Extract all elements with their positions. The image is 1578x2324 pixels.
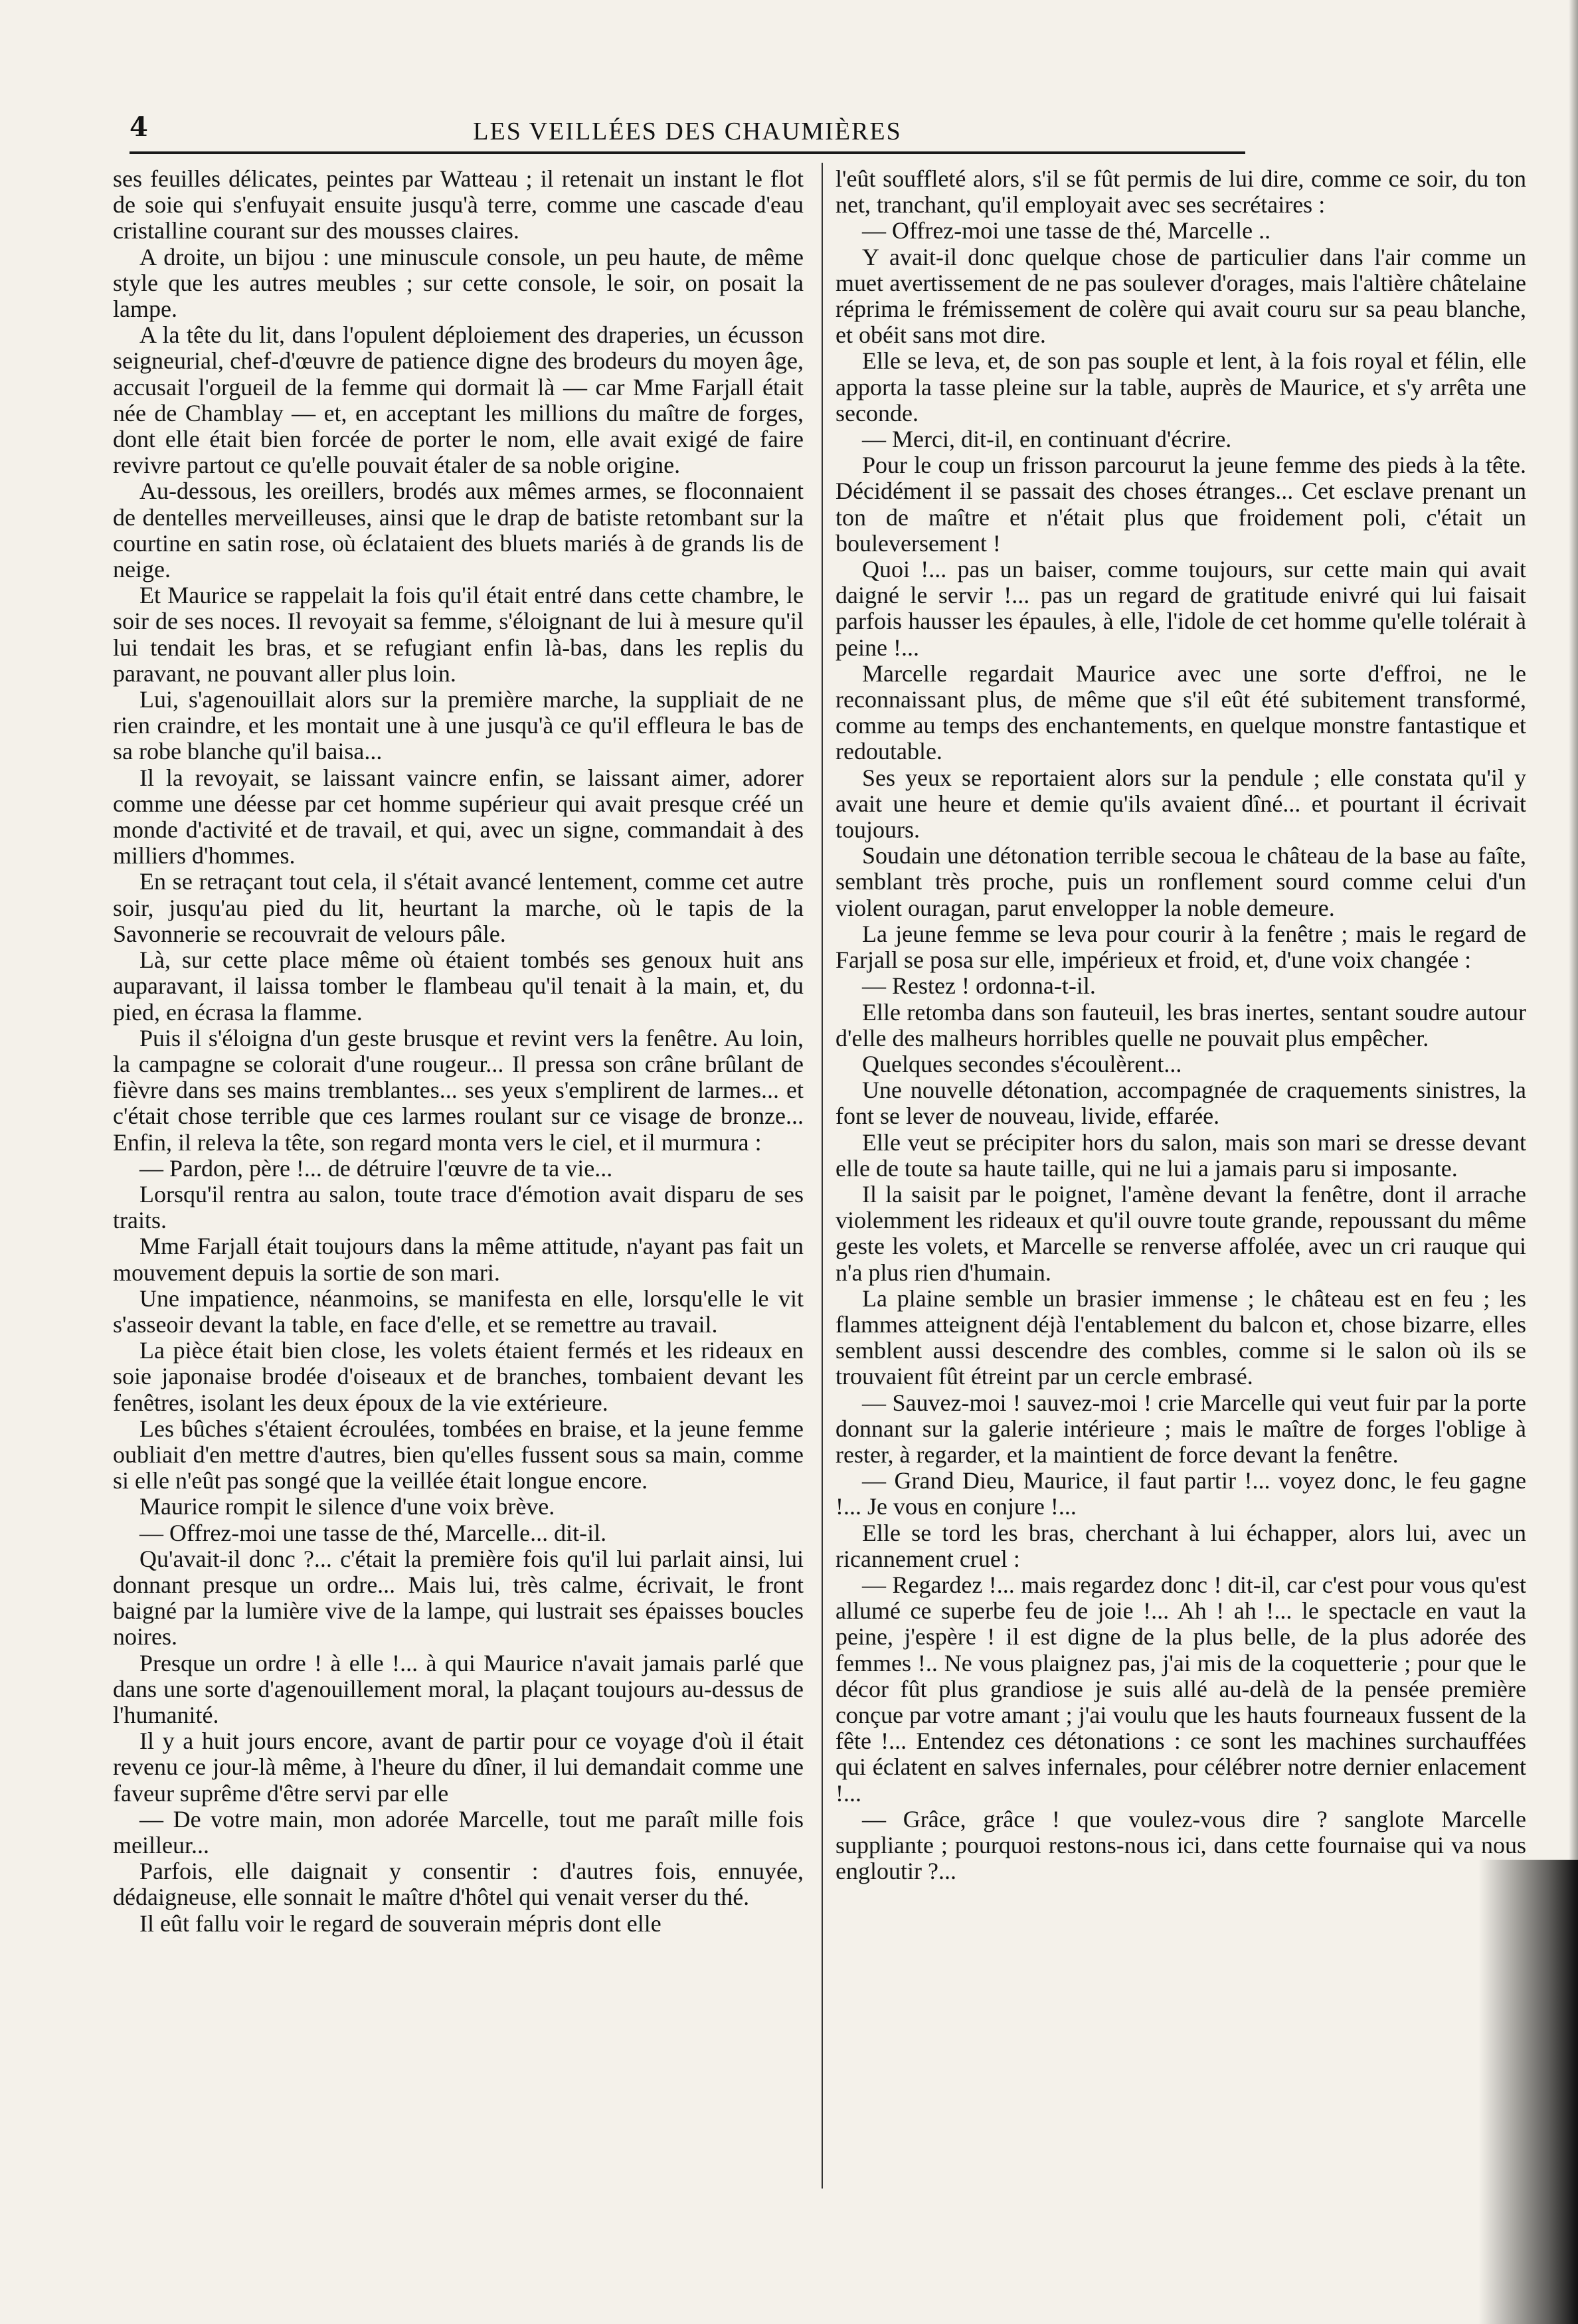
paragraph: — Sauvez-moi ! sauvez-moi ! crie Marcelle qui veut fuir par la porte donnant sur la galerie intérieure ; mais le maître de forges l'oblige à rester, à regarder, et la maintient de force devant la fenêtre. bbox=[835, 1389, 1526, 1468]
column-divider bbox=[822, 163, 823, 2189]
paragraph: — Offrez-moi une tasse de thé, Marcelle... dit-il. bbox=[139, 1519, 607, 1546]
paragraph: Pour le coup un frisson parcourut la jeune femme des pieds à la tête. Décidément il se passait des choses étranges... Cet esclave prenant un ton de maître et n'était plus que froidement poli, c'était un bouleversement ! bbox=[835, 452, 1526, 557]
paragraph: Et Maurice se rappelait la fois qu'il était entré dans cette chambre, le soir de ses noces. Il revoyait sa femme, s'éloignant de lui à mesure qu'il lui tendait les bras, et se refugiant enfin là-bas, dans les replis du paravant, ne pouvant aller plus loin. bbox=[113, 582, 804, 687]
left-column bbox=[113, 166, 804, 1937]
paragraph: Il la revoyait, se laissant vaincre enfin, se laissant aimer, adorer comme une déesse par cet homme supérieur qui avait presque créé un monde d'activité et de travail, et qui, avec un signe, commandait à des milliers d'hommes. bbox=[113, 764, 804, 869]
paragraph: Quoi !... pas un baiser, comme toujours, sur cette main qui avait daigné le servir !... pas un regard de gratitude enivré qui lui faisait parfois hausser les épaules, à elle, l'idole de cet homme qu'elle tolérait à peine !... bbox=[835, 556, 1526, 661]
paragraph: Elle se tord les bras, cherchant à lui échapper, alors lui, avec un ricannement cruel : bbox=[835, 1519, 1526, 1572]
right-column bbox=[835, 166, 1526, 1884]
paragraph: — Restez ! ordonna-t-il. bbox=[862, 972, 1096, 1000]
paragraph: — De votre main, mon adorée Marcelle, tout me paraît mille fois meilleur... bbox=[113, 1805, 804, 1858]
paragraph: Les bûches s'étaient écroulées, tombées en braise, et la jeune femme oubliait d'en mettre d'autres, bien qu'elles fussent sous sa main, comme si elle n'eût pas songé que la veillée était longue encore. bbox=[113, 1415, 804, 1494]
paragraph: Mme Farjall était toujours dans la même attitude, n'ayant pas fait un mouvement depuis la sortie de son mari. bbox=[113, 1233, 804, 1286]
paragraph: Une nouvelle détonation, accompagnée de craquements sinistres, la font se lever de nouveau, livide, effarée. bbox=[835, 1077, 1526, 1130]
paragraph: — Offrez-moi une tasse de thé, Marcelle .. bbox=[862, 217, 1271, 244]
page-number: 4 bbox=[130, 112, 148, 143]
paragraph: Au-dessous, les oreillers, brodés aux mêmes armes, se floconnaient de dentelles merveilleuses, ainsi que le drap de batiste retombant sur la courtine en satin rose, où éclataient des bluets mariés à de grands lis de neige. bbox=[113, 478, 804, 583]
paragraph: Parfois, elle daignait y consentir : d'autres fois, ennuyée, dédaigneuse, elle sonnait le maître d'hôtel qui venait verser du thé. bbox=[113, 1858, 804, 1911]
paragraph: Puis il s'éloigna d'un geste brusque et revint vers la fenêtre. Au loin, la campagne se colorait d'une rougeur... Il pressa son crâne brûlant de fièvre dans ses mains tremblantes... ses yeux s'emplirent de larmes... et c'était chose terrible que ces larmes roulant sur ce visage de bronze... Enfin, il releva la tête, son regard monta vers le ciel, et il murmura : bbox=[113, 1024, 804, 1156]
paragraph: Il eût fallu voir le regard de souverain mépris dont elle bbox=[139, 1910, 661, 1937]
paragraph: Qu'avait-il donc ?... c'était la première fois qu'il lui parlait ainsi, lui donnant presque un ordre... Mais lui, très calme, écrivait, le front baigné par la lumière vive de la lampe, qui lustrait ses épaisses boucles noires. bbox=[113, 1545, 804, 1651]
paragraph: Lui, s'agenouillait alors sur la première marche, la suppliait de ne rien craindre, et les montait une à une jusqu'à ce qu'il effleura le bas de sa robe blanche qu'il baisa... bbox=[113, 686, 804, 765]
page-corner-shadow bbox=[1478, 1860, 1578, 2324]
paragraph: La jeune femme se leva pour courir à la fenêtre ; mais le regard de Farjall se posa sur elle, impérieux et froid, et, d'une voix changée : bbox=[835, 920, 1526, 974]
paragraph: — Pardon, père !... de détruire l'œuvre de ta vie... bbox=[139, 1154, 613, 1182]
paragraph: Une impatience, néanmoins, se manifesta en elle, lorsqu'elle le vit s'asseoir devant la table, en face d'elle, et se remettre au travail. bbox=[113, 1285, 804, 1338]
paragraph: Marcelle regardait Maurice avec une sorte d'effroi, ne le reconnaissant plus, de même que s'il eût été subitement transformé, comme au temps des enchantements, en quelque monstre fantastique et redoutable. bbox=[835, 660, 1526, 765]
paragraph: La plaine semble un brasier immense ; le château est en feu ; les flammes atteignent déjà l'entablement du balcon et, chose bizarre, elles semblent aussi descendre des combles, comme si le salon où ils se trouvaient fût étreint par un cercle embrasé. bbox=[835, 1285, 1526, 1390]
header-rule bbox=[130, 151, 1245, 154]
paragraph: A la tête du lit, dans l'opulent déploiement des draperies, un écusson seigneurial, chef-d'œuvre de patience digne des brodeurs du moyen âge, accusait l'orgueil de la femme qui dormait là — car Mme Farjall était née de Chamblay — et, en acceptant les millions du maître de forges, dont elle était bien forcée de porter le nom, elle avait exigé de faire revivre partout ce qu'elle pouvait étaler de sa noble origine. bbox=[113, 321, 804, 479]
paragraph: Y avait-il donc quelque chose de particulier dans l'air comme un muet avertissement de ne pas soulever d'orages, mais l'altière châtelaine réprima le frémissement de colère qui avait couru sur sa peau blanche, et obéit sans mot dire. bbox=[835, 243, 1526, 349]
paragraph: La pièce était bien close, les volets étaient fermés et les rideaux en soie japonaise brodée d'oiseaux et de branches, tombaient devant les fenêtres, isolant les deux époux de la vie extérieure. bbox=[113, 1337, 804, 1416]
paragraph: Il y a huit jours encore, avant de partir pour ce voyage d'où il était revenu ce jour-là même, à l'heure du dîner, il lui demandait comme une faveur suprême d'être servi par elle bbox=[113, 1728, 804, 1807]
running-head bbox=[130, 112, 1245, 151]
paragraph: Il la saisit par le poignet, l'amène devant la fenêtre, dont il arrache violemment les rideaux et qu'il ouvre toute grande, repoussant du même geste les volets, et Marcelle se renverse affolée, avec un cri rauque qui n'a plus rien d'humain. bbox=[835, 1180, 1526, 1286]
paragraph: Maurice rompit le silence d'une voix brève. bbox=[139, 1493, 555, 1520]
paragraph: En se retraçant tout cela, il s'était avancé lentement, comme cet autre soir, jusqu'au pied du lit, heurtant la marche, où le tapis de la Savonnerie se recouvrait de velours pâle. bbox=[113, 868, 804, 947]
paragraph: Elle veut se précipiter hors du salon, mais son mari se dresse devant elle de toute sa haute taille, qui ne lui a jamais paru si imposante. bbox=[835, 1128, 1526, 1182]
paragraph: Soudain une détonation terrible secoua le château de la base au faîte, semblant très proche, puis un ronflement sourd comme celui d'un violent ouragan, parut envelopper la noble demeure. bbox=[835, 842, 1526, 921]
paragraph: Lorsqu'il rentra au salon, toute trace d'émotion avait disparu de ses traits. bbox=[113, 1180, 804, 1234]
paragraph: l'eût souffleté alors, s'il se fût permis de lui dire, comme ce soir, du ton net, tranchant, qu'il employait avec ses secrétaires : bbox=[835, 165, 1526, 219]
paragraph: Là, sur cette place même où étaient tombés ses genoux huit ans auparavant, il laissa tomber le flambeau qu'il tenait à la main, et, du pied, en écrasa la flamme. bbox=[113, 946, 804, 1026]
paragraph: Elle retomba dans son fauteuil, les bras inertes, sentant soudre autour d'elle des malheurs horribles quelle ne pouvait plus empêcher. bbox=[835, 998, 1526, 1051]
paragraph: — Regardez !... mais regardez donc ! dit-il, car c'est pour vous qu'est allumé ce superbe feu de joie !... Ah ! ah !... le spectacle en vaut la peine, j'espère ! il est digne de la plus belle, de la plus adorée des femmes !.. Ne vous plaignez pas, j'ai mis de la coquetterie ; pour que le décor fût plus grandiose je suis allé au-delà de la pensée première conçue par votre amant ; j'ai voulu que les hauts fourneaux fussent de la fête !... Entendez ces détonations : ce sont les machines surchauffées qui éclatent en salves infernales, pour célébrer notre dernier enlacement !... bbox=[835, 1571, 1526, 1807]
paragraph: ses feuilles délicates, peintes par Watteau ; il retenait un instant le flot de soie qui s'enfuyait ensuite jusqu'à terre, comme une cascade d'eau cristalline courant sur des mousses claires. bbox=[113, 165, 804, 244]
paragraph: — Grand Dieu, Maurice, il faut partir !... voyez donc, le feu gagne !... Je vous en conjure !... bbox=[835, 1467, 1526, 1520]
paragraph: — Merci, dit-il, en continuant d'écrire. bbox=[862, 426, 1232, 453]
journal-title: LES VEILLÉES DES CHAUMIÈRES bbox=[473, 118, 902, 145]
paragraph: Ses yeux se reportaient alors sur la pendule ; elle constata qu'il y avait une heure et demie qu'ils avaient dîné... et pourtant il écrivait toujours. bbox=[835, 764, 1526, 844]
paragraph: Elle se leva, et, de son pas souple et lent, à la fois royal et félin, elle apporta la tasse pleine sur la table, auprès de Maurice, et s'y arrêta une seconde. bbox=[835, 347, 1526, 426]
paragraph: — Grâce, grâce ! que voulez-vous dire ? sanglote Marcelle suppliante ; pourquoi restons-nous ici, dans cette fournaise qui va nous engloutir ?... bbox=[835, 1805, 1526, 1885]
paragraph: Quelques secondes s'écoulèrent... bbox=[862, 1050, 1182, 1077]
paragraph: Presque un ordre ! à elle !... à qui Maurice n'avait jamais parlé que dans une sorte d'agenouillement moral, la plaçant toujours au-dessus de l'humanité. bbox=[113, 1649, 804, 1728]
paragraph: A droite, un bijou : une minuscule console, un peu haute, de même style que les autres meubles ; sur cette console, le soir, on posait la lampe. bbox=[113, 243, 804, 323]
